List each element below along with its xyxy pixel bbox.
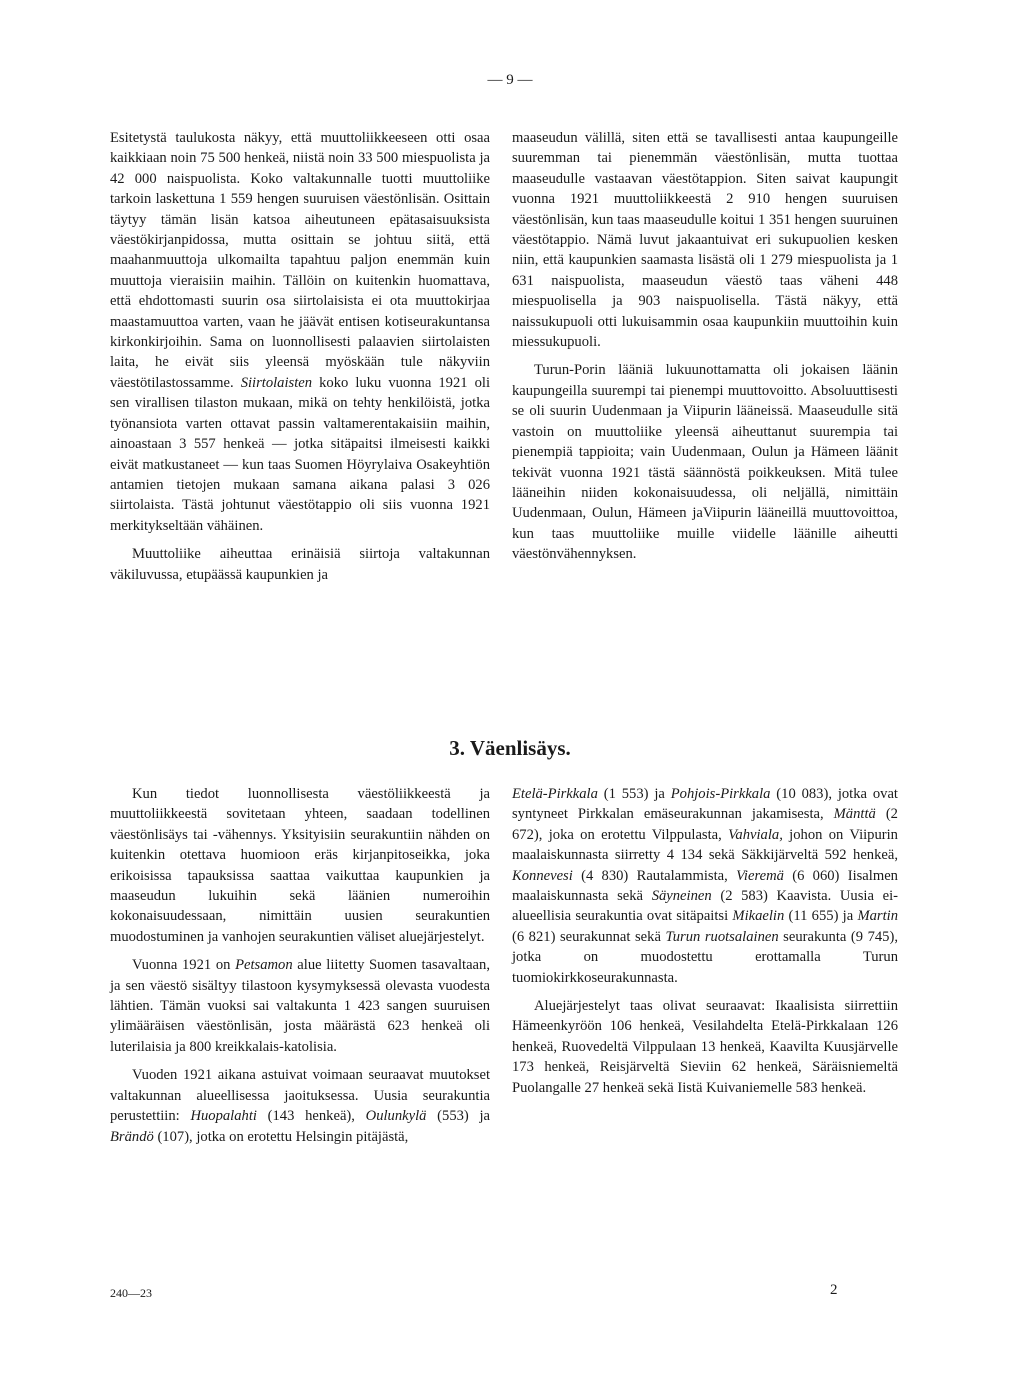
- paragraph: Aluejärjestelyt taas olivat seuraavat: Ikaalisista siirrettiin Hämeenkyröön 106 henkeä, Vesilahdelta Etelä-Pirkkalaan 126 henkeä, Ruovedeltä Vilppulaan 13 henkeä, Kaavilta Kuusjärvelle 173 henkeä, Reisjärveltä Sieviin 62 henkeä, Säräisniemeltä Puolangalle 27 henkeä sekä Iistä Kuivaniemelle 583 henkeä.: [512, 998, 898, 1096]
- paragraph: Vuoden 1921 aikana astuivat voimaan seuraavat muutokset valtakunnan alueellisessa jaoituksessa. Uusia seurakuntia perustettiin: Huopalahti (143 henkeä), Oulunkylä (553) ja Brändö (107), jotka on erotettu Helsingin pitäjästä,: [110, 1067, 491, 1145]
- paragraph: Esitetystä taulukosta näkyy, että muuttoliikkeeseen otti osaa kaikkiaan noin 75 500 henkeä, niistä noin 33 500 miespuolista ja 42 000 naispuolista. Koko valtakunnalle tuotti muuttoliike tarkoin laskettuna 1 559 hengen suuruisen väestönlisän. Osittain täytyy tämän lisän katsoa aiheutuneen epätasaisuuksista väestökirjanpidossa, mutta osittain se johtuu siitä, että maahanmuuttoja ulkomailta tapahtuu paljon enemmän kuin muuttoja vieraisiin maihin. Tällöin on kuitenkin huomattava, että ehdottomasti suurin osa siirtolaisista ei ota muuttokirjaa maastamuuttoa varten, vaan he jäävät entisen kotiseurakuntansa kirkonkirjoihin. Sama on luonnollisesti palaavien siirtolaisten laita, he eivät siis yleensä myöskään tule näkyviin väestötilastossamme. Siirtolaisten koko luku vuonna 1921 oli sen virallisen tilaston mukaan, mikä on tehty henkilöistä, jotka työnansiota varten ottavat passin valtamerentakaisiin maihin, ainoastaan 3 557 henkeä — jotka sitäpaitsi ilmeisesti kaikki eivät matkustaneet — kun taas Suomen Höyrylaiva Osakeyhtiön antamien tietojen mukaan samana aikana palasi 3 026 siirtolaista. Tästä johtunut väestötappio oli siis vuonna 1921 merkitykseltään vähäinen.: [110, 130, 490, 534]
- top-left-column: [110, 128, 490, 593]
- top-right-column: [512, 128, 898, 573]
- paragraph: Etelä-Pirkkala (1 553) ja Pohjois-Pirkkala (10 083), jotka ovat syntyneet Pirkkalan emäseurakunnan jakamisesta, Mänttä (2 672), joka on erotettu Vilppulasta, Vahviala, johon on Viipurin maalaiskunnasta siirretty 4 134 sekä Säkkijärveltä 592 henkeä, Konnevesi (4 830) Rautalammista, Vieremä (6 060) Iisalmen maalaiskunnasta sekä Säyneinen (2 583) Kaavista. Uusia ei-alueellisia seurakuntia ovat sitäpaitsi Mikaelin (11 655) ja Martin (6 821) seurakunnat sekä Turun ruotsalainen seurakunta (9 745), jotka on muodostettu erottamalla Turun tuomiokirkkoseurakunnasta.: [512, 786, 898, 986]
- bottom-right-column: [512, 784, 898, 1106]
- paragraph: Muuttoliike aiheuttaa erinäisiä siirtoja valtakunnan väkiluvussa, etupäässä kaupunkien ja: [110, 546, 490, 583]
- footer-code: 240—23: [110, 1286, 152, 1300]
- bottom-left-column: [110, 784, 490, 1155]
- paragraph: Vuonna 1921 on Petsamon alue liitetty Suomen tasavaltaan, ja sen väestö sisältyy tilastoon kysymyksessä olevasta vuodesta lähtien. Tämän vuoksi sai valtakunta 1 423 sangen suuruisen ylimääräisen väestönlisän, josta määrästä 623 henkeä oli luterilaisia ja 800 kreikkalais-katolisia.: [110, 957, 490, 1055]
- paragraph: maaseudun välillä, siten että se tavallisesti antaa kaupungeille suuremman tai pienemmän väestönlisän, mutta tuottaa maaseudulle vastaavan väestötappion. Siten saivat kaupungit vuonna 1921 muuttoliikkeestä 2 910 hengen suuruisen väestönlisän, kun taas maaseudulle koitui 1 351 hengen suuruinen väestötappio. Nämä luvut jakaantuivat eri sukupuolien kesken niin, että kaupunkien saamasta lisästä oli 1 279 miespuolista ja 1 631 naispuolista, maaseudun väestö taas väheni 448 miespuolisella ja 903 naispuolisella. Tästä näkyy, että naissukupuoli otti lukuisammin osaa kaupunkiin muuttoihin kuin miessukupuoli.: [512, 130, 898, 351]
- paragraph: Kun tiedot luonnollisesta väestöliikkeestä ja muuttoliikkeestä sovitetaan yhteen, saadaan todellinen väestönlisäys tai -vähennys. Yksityisiin seurakuntiin nähden on kuitenkin otettava huomioon eräs kirjanpitoseikka, joka erikoisissa tapauksissa saattaa vaikuttaa kaupunkien ja maaseudun lukuihin sekä läänien numeroihin kokonaisuudessaan, nimittäin uusien seurakuntien muodostuminen ja vanhojen seurakuntien väliset aluejärjestelyt.: [110, 786, 490, 945]
- footer-number: 2: [830, 1282, 838, 1298]
- page-number: — 9 —: [487, 72, 533, 88]
- paragraph: Turun-Porin lääniä lukuunottamatta oli jokaisen läänin kaupungeilla suurempi tai pienempi muuttovoitto. Absoluuttisesti se oli suurin Uudenmaan ja Viipurin lääneissä. Maaseudulle sitä vastoin on muuttoliike yleensä aiheuttanut suurempia tai pienempiä tappioita; vain Uudenmaan, Oulun ja Hämeen läänit tekivät vuonna 1921 tästä säännöstä poikkeuksen. Mitä tulee lääneihin niiden kokonaisuudessa, oli neljällä, nimittäin Uudenmaan, Oulun, Hämeen jaViipurin lääneillä muuttovoittoa, kun taas muuttoliike muille viidelle läänille aiheutti väestönvähennyksen.: [512, 362, 898, 563]
- section-title: 3. Väenlisäys.: [449, 736, 571, 760]
